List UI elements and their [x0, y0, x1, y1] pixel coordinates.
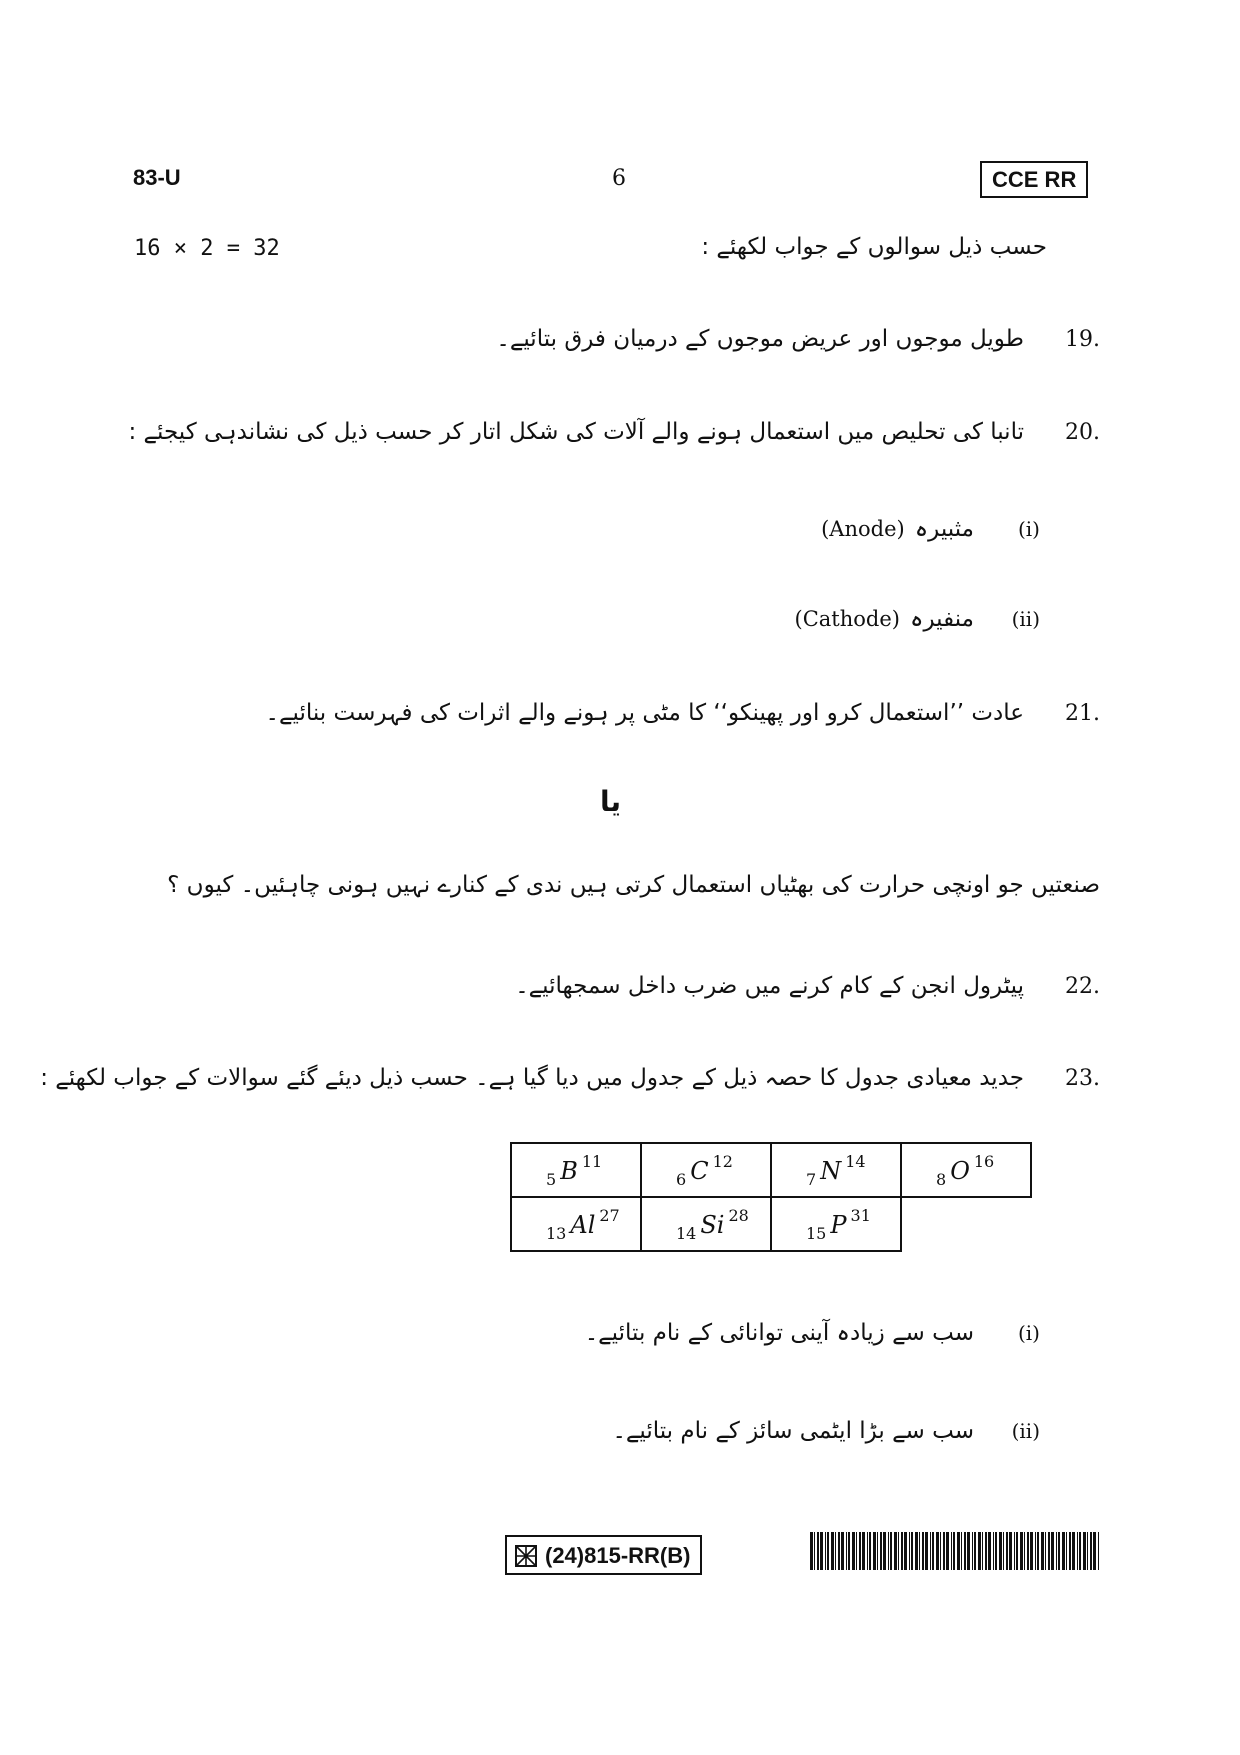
part-number: (i): [1017, 517, 1040, 541]
exam-label-box: CCE RR: [980, 161, 1088, 198]
element-cell: [511, 1143, 641, 1197]
part-text: سب سے بڑا ایٹمی سائز کے نام بتائیے۔: [612, 1418, 974, 1444]
periodic-table-excerpt: [510, 1142, 1032, 1252]
element-symbol: Si: [700, 1210, 725, 1239]
mass-number: 27: [599, 1205, 620, 1225]
mass-number: 12: [712, 1151, 733, 1171]
paper-code: 83-U: [133, 165, 181, 190]
atomic-number: 7: [806, 1169, 817, 1189]
atomic-number: 5: [546, 1169, 557, 1189]
question-number: 20.: [1065, 420, 1100, 445]
question-number: 21.: [1065, 701, 1100, 726]
element-symbol: Al: [570, 1210, 596, 1239]
question-text: عادت ’’استعمال کرو اور پھینکو‘‘ کا مٹی پر ہونے والے اثرات کی فہرست بنائیے۔: [265, 700, 1024, 726]
mass-number: 16: [973, 1151, 995, 1171]
booklet-code-box: [505, 1535, 702, 1575]
element-symbol: N: [820, 1156, 842, 1185]
or-separator: یا: [600, 785, 622, 818]
question-22: [515, 973, 1100, 999]
element-symbol: O: [950, 1156, 970, 1185]
question-text: تانبا کی تحلیص میں استعمال ہونے والے آلات کی شکل اتار کر حسب ذیل کی نشاندہی کیجئے :: [128, 419, 1024, 445]
empty-cell: [901, 1197, 1031, 1251]
barcode-icon: [810, 1532, 1100, 1570]
question-20: [128, 419, 1100, 445]
question-number: 19.: [1065, 327, 1100, 352]
element-cell: [771, 1197, 901, 1251]
element-cell: [771, 1143, 901, 1197]
part-number: (ii): [1011, 1419, 1040, 1443]
element-symbol: C: [690, 1156, 709, 1185]
part-english-term: (Anode): [821, 517, 905, 541]
mass-number: 31: [850, 1205, 871, 1225]
question-text: جدید معیادی جدول کا حصہ ذیل کے جدول میں دیا گیا ہے۔ حسب ذیل دیئے گئے سوالات کے جواب لکھئے :: [40, 1065, 1024, 1091]
question-number: 23.: [1065, 1066, 1100, 1091]
part-number: (i): [1017, 1321, 1040, 1345]
cross-hatch-icon: [515, 1545, 537, 1567]
section-instruction: حسب ذیل سوالوں کے جواب لکھئے :: [701, 234, 1047, 260]
question-23-part-i: [585, 1320, 1040, 1346]
mass-number: 28: [728, 1205, 749, 1225]
booklet-code: (24)815-RR(B): [545, 1543, 691, 1568]
question-21: [266, 700, 1100, 726]
atomic-number: 14: [676, 1223, 697, 1243]
question-19: [496, 326, 1100, 352]
atomic-number: 15: [806, 1223, 827, 1243]
page-number: 6: [612, 166, 626, 191]
part-text: مثبیرہ: [914, 516, 974, 542]
part-text: سب سے زیادہ آینی توانائی کے نام بتائیے۔: [584, 1320, 974, 1346]
table-row: [511, 1197, 1031, 1251]
question-23: [40, 1065, 1100, 1091]
atomic-number: 6: [676, 1169, 687, 1189]
question-text: طویل موجوں اور عریض موجوں کے درمیان فرق بتائیے۔: [496, 326, 1024, 352]
part-number: (ii): [1011, 607, 1040, 631]
element-cell: [641, 1197, 771, 1251]
atomic-number: 8: [936, 1169, 947, 1189]
table-row: [511, 1143, 1031, 1197]
element-cell: [901, 1143, 1031, 1197]
mass-number: 11: [581, 1151, 603, 1171]
element-cell: [641, 1143, 771, 1197]
question-number: 22.: [1065, 974, 1100, 999]
element-symbol: P: [830, 1210, 847, 1239]
question-23-part-ii: [612, 1418, 1040, 1444]
part-english-term: (Cathode): [794, 607, 900, 631]
mass-number: 14: [845, 1151, 866, 1171]
marks-allocation: 16 × 2 = 32: [134, 236, 280, 261]
question-20-part-i: [821, 516, 1040, 542]
question-text: پیٹرول انجن کے کام کرنے میں ضرب داخل سمجھائیے۔: [515, 973, 1024, 999]
element-symbol: B: [560, 1156, 578, 1185]
element-cell: [511, 1197, 641, 1251]
part-text: منفیرہ: [909, 606, 974, 632]
question-20-part-ii: [795, 606, 1040, 632]
question-21-alternative: صنعتیں جو اونچی حرارت کی بھٹیاں استعمال کرتی ہیں ندی کے کنارے نہیں ہونی چاہئیں۔ کیوں ؟: [167, 872, 1100, 898]
atomic-number: 13: [546, 1223, 567, 1243]
